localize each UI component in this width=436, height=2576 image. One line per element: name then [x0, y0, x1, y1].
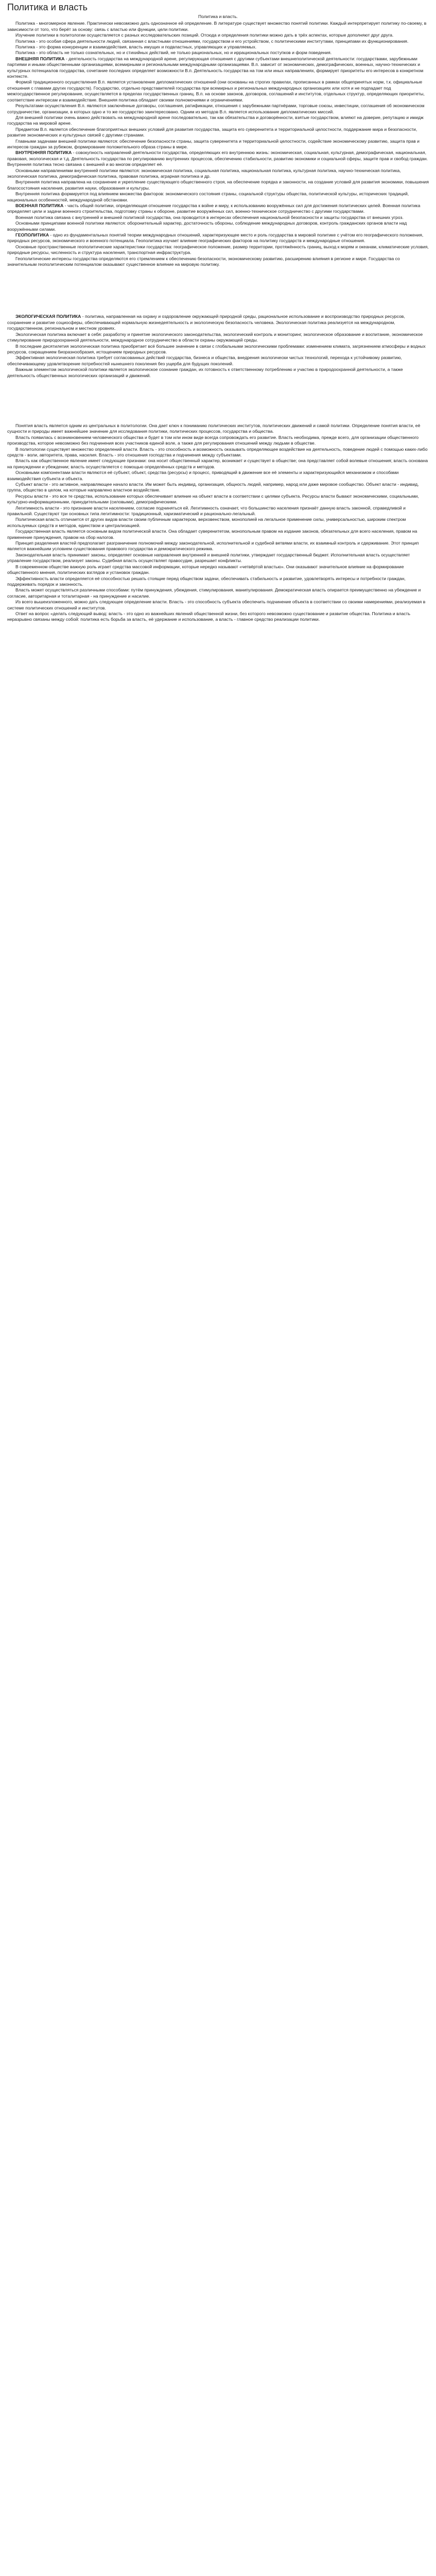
- paragraph-text: Важным элементом экологической политики является экологическое сознание граждан, их готовность к ответственному потреблению и участию в природоохранной деятельности, а также деятельность общественных экологических организаций и движений.: [7, 367, 403, 378]
- paragraph: [7, 505, 429, 517]
- paragraph: [7, 244, 429, 256]
- paragraph: [7, 79, 429, 103]
- paragraph-text: Легитимность власти - это признание власти населением, согласие подчиняться ей. Легитимность означает, что большинство населения признаёт данную власть законной, справедливой и правильной. Существуют три основных типа легитимности: традиционный, харизматический и рационально-легальный.: [7, 505, 406, 517]
- paragraph-text: Основными направлениями внутренней политики являются: экономическая политика, социальная политика, национальная политика, культурная политика, научно-техническая политика, экологическая политика, демографическая политика, правовая политика, аграрная политика и др.: [7, 167, 401, 179]
- paragraph-text: Субъект власти - это активное, направляющее начало власти. Им может быть индивид, организация, общность людей, например, народ или даже мировое сообщество. Объект власти - индивид, группа, общество в целом, на которые направлено властное воздействие.: [7, 482, 419, 493]
- section-power: [7, 423, 429, 623]
- paragraph: [7, 139, 429, 150]
- paragraph-text: Ресурсы власти - это все те средства, использование которых обеспечивает влияние на объект власти в соответствии с целями субъекта. Ресурсы власти бывают экономическими, социальными, культурно-информационными, принудительными (силовыми), демографическими.: [7, 493, 419, 505]
- paragraph-text: Главными задачами внешней политики являются: обеспечение безопасности страны, защита суверенитета и территориальной целостности, содействие экономическому развитию, защита прав и интересов граждан за рубежом, формирование положительного образа страны в мире.: [7, 138, 420, 149]
- paragraph: [7, 44, 429, 50]
- paragraph-text: Предметом В.п. является обеспечение благоприятных внешних условий для развития государства, защита его суверенитета и территориальной целостности, поддержание мира и безопасности, развитие экономических и культурных связей с другими странами.: [7, 126, 417, 138]
- term-heading: ВНЕШНЯЯ ПОЛИТИКА: [15, 56, 65, 61]
- paragraph-text: Экологическая политика включает в себя: разработку и принятие экологического законодательства, экологический контроль и мониторинг, экологическое образование и воспитание, экономическое стимулирование природоохранной деятельности, международное сотрудничество в области охраны окружающей среды.: [7, 331, 423, 343]
- paragraph-text: Эффективность власти определяется её способностью решать стоящие перед обществом задачи, обеспечивать стабильность и развитие, удовлетворять интересы и потребности граждан, поддерживать порядок и законность.: [7, 575, 406, 587]
- paragraph-text: Внутренняя политика формируется под влиянием множества факторов: экономического состояния страны, социальной структуры общества, политической культуры, исторических традиций, национальных особенностей, международной обстановки.: [7, 191, 409, 202]
- paragraph-text: Политика - многомерное явление. Практически невозможно дать однозначное ей определение. В литературе существует множество понятий политики. Каждый интерпретирует политику по-своему, в зависимости от того, что берёт за основу: связь с властью или функции, цели политики.: [7, 21, 427, 32]
- paragraph: [7, 32, 429, 38]
- paragraph-text: - часть общей политики, определяющая отношение государства к войне и миру, к использованию вооружённых сил для достижения политических целей. Военная политика определяет цели и задачи военного строительства, подготовку страны к обороне, развитие вооружённых сил, военно-техническое сотрудничество с другими государствами.: [7, 203, 421, 214]
- paragraph: [7, 435, 429, 447]
- section-politics-types: [7, 14, 429, 267]
- paragraph: [7, 191, 429, 203]
- paragraph-text: Основными компонентами власти являются её субъект, объект, средства (ресурсы) и процесс, приводящий в движение все её элементы и характеризующийся механизмом и способами взаимодействия субъекта и объекта.: [7, 470, 399, 481]
- paragraph-text: Изучение политики в политологии осуществляется с разных исследовательских позиций. Отсюда и определения политики можно дать в трёх аспектах, которые дополняют друг друга.: [15, 32, 394, 38]
- term-heading: ВОЕННАЯ ПОЛИТИКА: [15, 203, 64, 208]
- paragraph: [7, 168, 429, 180]
- paragraph: [7, 367, 429, 379]
- paragraph: [7, 221, 429, 232]
- section-ecology-policy: [7, 314, 429, 378]
- paragraph: [7, 103, 429, 115]
- paragraph-text: - деятельность государства на международной арене, регулирующая отношения с другими субъектами внешнеполитической деятельности: государствами, зарубежными партиями и иными общественными организациями, всемирными и региональными международными организациями. В.п. зависит от экономических, демографических, военных, научно-технических и культурных потенциалов государства, сочетание последних определяет возможности В.п. Деятельность государства на том или иных направлениях, формирует приоритеты его интересов в конкретном контексте.: [7, 56, 424, 79]
- paragraph-text: Власть появилась с возникновением человеческого общества и будет в том или ином виде всегда сопровождать его развитие. Власть необходима, прежде всего, для организации общественного производства, которое невозможно без подчинения всех участников единой воле, а также для регулирования отношений между людьми в обществе.: [7, 434, 419, 446]
- paragraph: [7, 332, 429, 344]
- paragraph-text: Политика - это особая сфера деятельности людей, связанная с властными отношениями, государством и его устройством, с политическими институтами, принципами их функционирования.: [15, 38, 409, 44]
- paragraph-text: Эффективная экологическая политика требует согласованных действий государства, бизнеса и общества, внедрения экологически чистых технологий, перехода к устойчивому развитию, обеспечивающему удовлетворение потребностей нынешнего поколения без ущерба для будущих поколений.: [7, 355, 402, 366]
- paragraph-text: В современном обществе важную роль играет средства массовой информации, которые нередко называют «четвёртой властью». Они оказывают значительное влияние на формирование общественного мнения, политических взглядов и установок граждан.: [7, 564, 404, 575]
- paragraph-text: Геополитические интересы государства определяются его стремлением к обеспечению безопасности, экономическому развитию, расширению влияния в регионе и мире. Государства со значительным геополитическим потенциалом оказывают существенное влияние на мировую политику.: [7, 256, 400, 267]
- paragraph: [7, 203, 429, 215]
- paragraph: [7, 150, 429, 167]
- paragraph: [7, 232, 429, 244]
- paragraph-text: - политика, направленная на охрану и оздоровление окружающей природной среды, рациональное использование и воспроизводство природных ресурсов, сохранение и развитие социосферы, обеспечивающей нормальную жизнедеятельность и экологическую безопасность человека. Экологическая политика реализуется на международном, государственном, региональном и местном уровнях.: [7, 314, 405, 331]
- paragraph: [7, 256, 429, 268]
- page: [0, 0, 436, 623]
- paragraph-text: Политика - это форма конкуренции и взаимодействия, власть имущих и подвластных, управляющих и управляемых.: [15, 44, 257, 50]
- paragraph-text: Основными принципами военной политики являются: оборонительный характер, достаточность обороны, соблюдение международных договоров, контроль гражданских органов власти над вооружёнными силами.: [7, 221, 407, 232]
- spacer: [7, 379, 429, 423]
- paragraph-text: - совокупность направлений деятельности государства, определяющих его внутреннюю жизнь: экономическая, социальная, культурная, демографическая, национальная, правовая, экологическая и т.д. Деятельность государства по регулированию внутренних процессов, обеспечению стабильности, развитию экономики и социальной сферы, защите прав и свобод граждан. Внутренняя политика тесно связана с внешней и во многом определяет её.: [7, 150, 428, 167]
- paragraph-text: Политическая власть отличается от других видов власти своим публичным характером, верховенством, монополией на легальное применение силы, универсальностью, широким спектром используемых средств и методов, единством и централизацией.: [7, 517, 406, 528]
- document-heading: Политика и власть.: [198, 14, 238, 19]
- paragraph: [7, 576, 429, 588]
- paragraph: [7, 215, 429, 221]
- paragraph-text: Военная политика связана с внутренней и внешней политикой государства, она проводится в интересах обеспечения национальной безопасности и защиты государства от внешних угроз.: [15, 214, 404, 220]
- paragraph: [7, 314, 429, 331]
- spacer: [7, 267, 429, 314]
- paragraph: [7, 564, 429, 576]
- paragraph-text: Принцип разделения властей предполагает разграничение полномочий между законодательной, исполнительной и судебной ветвями власти, их взаимный контроль и сдерживание. Этот принцип является важнейшим условием существования правового государства и демократического режима.: [7, 540, 419, 552]
- paragraph: [7, 587, 429, 599]
- page-title: Политика и власть: [7, 2, 88, 12]
- term-heading: ГЕОПОЛИТИКА: [15, 232, 49, 238]
- paragraph-text: В последние десятилетия экологическая политика приобретает всё большее значение в связи с глобальными экологическими проблемами: изменением климата, загрязнением атмосферы и водных ресурсов, сокращением биоразнообразия, истощением природных ресурсов.: [7, 343, 426, 354]
- paragraph: [7, 540, 429, 552]
- paragraph: [7, 517, 429, 529]
- paragraph-text: Основные пространственные геополитические характеристики государства: географическое положение, размер территории, протяжённость границ, выход к морям и океанам, климатические условия, природные ресурсы, численность и структура населения, транспортная инфраструктура.: [7, 244, 429, 256]
- paragraph-text: В политологии существует множество определений власти. Власть - это способность и возможность оказывать определяющее воздействие на деятельность, поведение людей с помощью каких-либо средств - воли, авторитета, права, насилия. Власть - это отношения господства и подчинения между субъектами.: [7, 446, 428, 457]
- paragraph: [7, 552, 429, 564]
- paragraph: [7, 470, 429, 482]
- paragraph-text: Понятия власть является одним из центральных в политологии. Она дает ключ к пониманию политических институтов, политических движений и самой политики. Определение понятия власти, её сущности и природы имеет важнейшее значение для исследования политики, политических процессов, государства и общества.: [7, 422, 421, 434]
- paragraph: [7, 56, 429, 80]
- paragraph: [7, 39, 429, 44]
- term-heading: ЭКОЛОГИЧЕСКАЯ ПОЛИТИКА: [15, 314, 81, 319]
- paragraph: [7, 611, 429, 623]
- paragraph: [7, 529, 429, 540]
- term-heading: ВНУТРЕННЯЯ ПОЛИТИКА: [15, 150, 72, 156]
- paragraph: [7, 355, 429, 367]
- paragraph: [7, 482, 429, 494]
- paragraph-text: Политика - это область не только сознательных, но и стихийных действий, не только рациональных, но и иррациональных поступков и форм поведения.: [15, 50, 332, 56]
- paragraph-text: Из всего вышеизложенного, можно дать следующее определение власти. Власть - это способность субъекта обеспечить подчинение объекта в соответствии со своими намерениями, реализуемая в системе политических отношений и институтов.: [7, 599, 426, 611]
- paragraph: [7, 458, 429, 470]
- paragraph: [7, 344, 429, 355]
- paragraph-text: Формой традиционного осуществления В.п. является установление дипломатических отношений (они основаны на строгих правилах, прописанных в рамках общепринятых норм, т.к. официальные отношения с главами других государств). Государство, отдельно представителей государства при всемирных и региональных международных организациях или хотя и не подпадает под межгосударственное регулирование, осуществляется в пределах государственных границ. В.п. на основе законов, договоров, соглашений и институтов, отдельных структур, определяющих приоритеты, соответствие интересам и взаимодействие. Внешняя политика обладает своими полномочиями и ограничениями.: [7, 79, 425, 103]
- paragraph: [7, 423, 429, 435]
- paragraph: [7, 599, 429, 611]
- paragraph: [7, 115, 429, 127]
- paragraph: [7, 494, 429, 505]
- paragraph-text: Власть может осуществляться различными способами: путём принуждения, убеждения, стимулирования, манипулирования. Демократическая власть опирается преимущественно на убеждение и согласие, авторитарная и тоталитарная - на принуждение и насилие.: [7, 587, 421, 599]
- paragraph-text: Внутренняя политика направлена на сохранение и укрепление существующего общественного строя, на обеспечение порядка и законности, на создание условий для развития экономики, повышения благосостояния населения, развития науки, образования и культуры.: [7, 179, 429, 191]
- paragraph: [7, 127, 429, 139]
- paragraph-text: Результатами осуществления В.п. являются заключённые договоры, соглашения, ратификации, отношения с зарубежными партнёрами, торговые союзы, инвестиции, соглашения об экономическом сотрудничестве, организации, в которых одно и то же государство заинтересовано. Одним из методов В.п. является использование дипломатических миссий.: [7, 103, 425, 114]
- paragraph-text: Для внешней политики очень важно действовать на международной арене последовательно, так как обязательства и договорённости, взятые государством, влияют на доверие, репутацию и имидж государства на мировой арене.: [7, 114, 424, 126]
- paragraph: [7, 179, 429, 191]
- paragraph-text: Законодательная власть принимает законы, определяет основные направления внутренней и внешней политики, утверждает государственный бюджет. Исполнительная власть осуществляет управление государством, реализует законы. Судебная власть осуществляет правосудие, разрешает конфликты.: [7, 552, 410, 564]
- paragraph: [7, 21, 429, 32]
- paragraph-text: Государственная власть является основным видом политической власти. Она обладает суверенитетом, монопольным правом на издание законов, обязательных для всего населения, правом на применение принуждения, правом на сбор налогов.: [7, 529, 417, 540]
- paragraph-text: Ответ на вопрос «делать следующий вывод: власть - это одно из важнейших явлений общественной жизни, без которого невозможно существование и развитие общества. Политика и власть неразрывно связаны между собой: политика есть борьба за власть, её удержание и использование, а власть - главное средство реализации политики.: [7, 611, 410, 622]
- paragraph-text: - одно из фундаментальных понятий теории международных отношений, характеризующее место и роль государства в мировой политике с учётом его географического положения, природных ресурсов, экономического и военного потенциала. Геополитика изучает влияние географических факторов на политику государств и международные отношения.: [7, 232, 424, 244]
- paragraph: [7, 447, 429, 459]
- paragraph: [7, 50, 429, 56]
- paragraph-text: Власть как общественное явление имеет следующие признаки: она носит общественный характер, возникает и существует в обществе; она представляет собой волевые отношения; власть основана на принуждении и убеждении; власть осуществляется с помощью определённых средств и методов.: [7, 458, 428, 469]
